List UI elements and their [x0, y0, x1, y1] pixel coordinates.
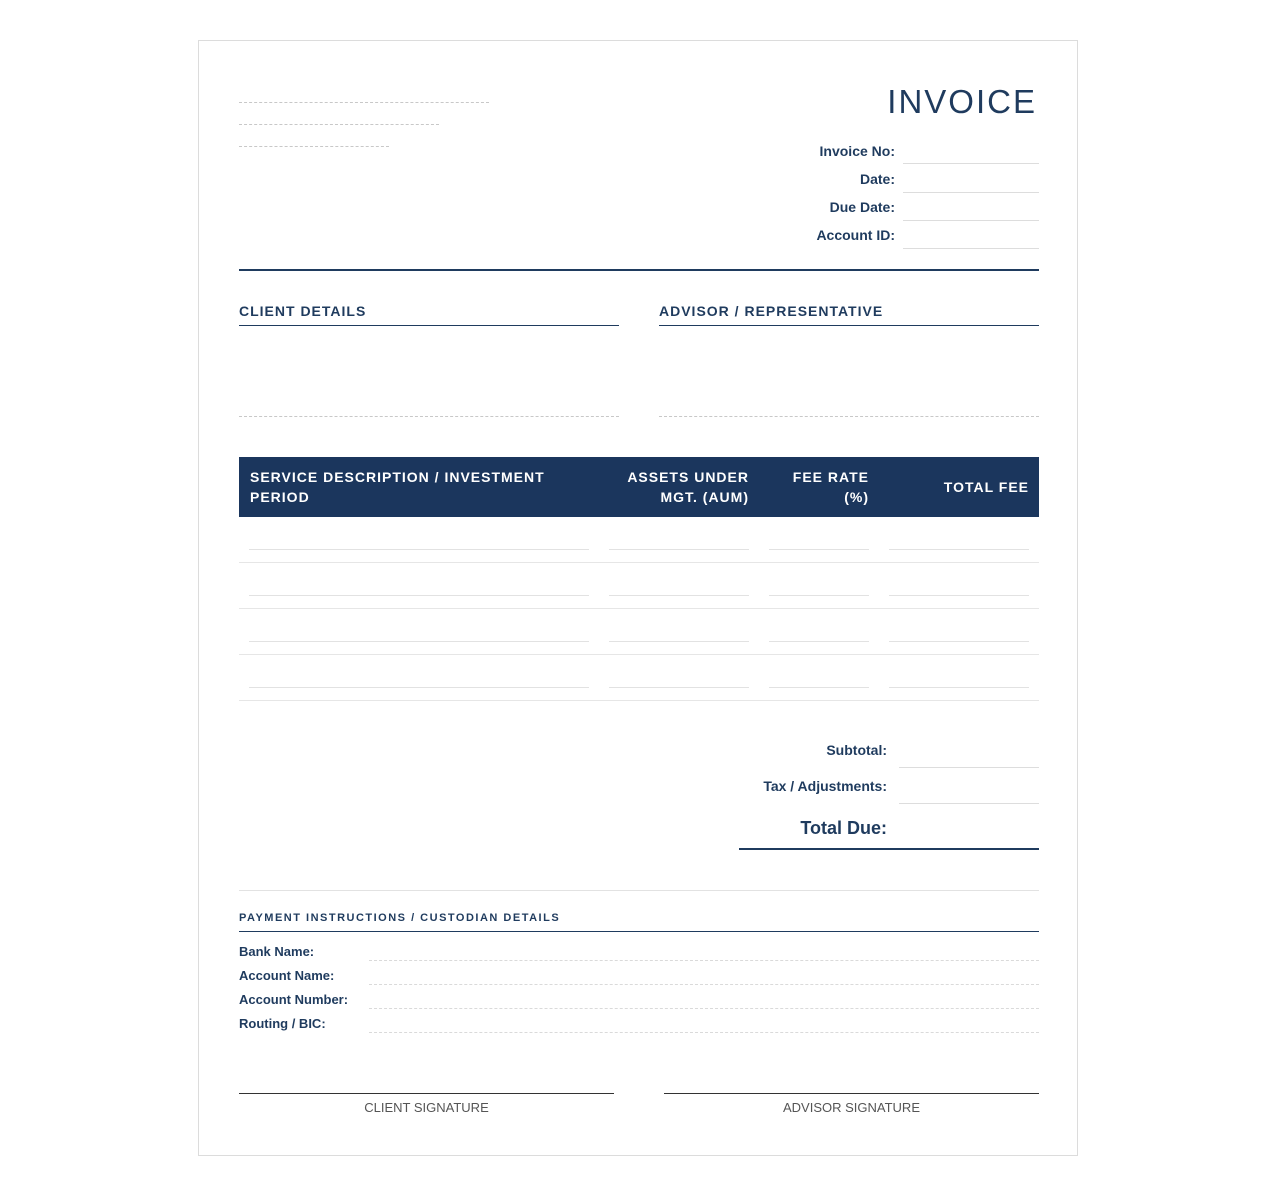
- invoice-no-field[interactable]: [903, 163, 1039, 164]
- company-name-line[interactable]: [239, 102, 489, 103]
- header-aum: [627, 467, 749, 507]
- header-description-line1: SERVICE DESCRIPTION / INVESTMENT: [250, 469, 545, 485]
- row-divider: [239, 562, 1039, 563]
- invoice-no-label: Invoice No:: [819, 143, 895, 159]
- header-fee-rate-line1: FEE RATE: [792, 469, 869, 485]
- client-details-underline: [239, 325, 619, 326]
- client-signature-label: CLIENT SIGNATURE: [364, 1100, 489, 1115]
- advisor-underline: [659, 325, 1039, 326]
- account-id-field[interactable]: [903, 248, 1039, 249]
- subtotal-label: Subtotal:: [826, 742, 887, 758]
- row-divider: [239, 608, 1039, 609]
- invoice-page: [198, 40, 1078, 1156]
- aum-cell[interactable]: [609, 549, 749, 550]
- description-cell[interactable]: [249, 687, 589, 688]
- date-field[interactable]: [903, 192, 1039, 193]
- header-fee-rate-line2: (%): [844, 489, 869, 505]
- due-date-field[interactable]: [903, 220, 1039, 221]
- routing-bic-field[interactable]: [369, 1032, 1039, 1033]
- aum-cell[interactable]: [609, 595, 749, 596]
- header-aum-line2: MGT. (AUM): [660, 489, 749, 505]
- total-due-underline: [739, 848, 1039, 850]
- bank-name-field[interactable]: [369, 960, 1039, 961]
- client-details-heading: CLIENT DETAILS: [239, 303, 367, 319]
- description-cell[interactable]: [249, 549, 589, 550]
- total-fee-cell[interactable]: [889, 549, 1029, 550]
- payment-heading: PAYMENT INSTRUCTIONS / CUSTODIAN DETAILS: [239, 912, 561, 924]
- fee-rate-cell[interactable]: [769, 641, 869, 642]
- account-name-label: Account Name:: [239, 968, 335, 983]
- company-address-line[interactable]: [239, 124, 439, 125]
- routing-bic-label: Routing / BIC:: [239, 1016, 326, 1031]
- company-contact-line[interactable]: [239, 146, 389, 147]
- invoice-title: INVOICE: [887, 83, 1037, 120]
- aum-cell[interactable]: [609, 687, 749, 688]
- tax-adjustments-field[interactable]: [899, 803, 1039, 804]
- client-signature-line[interactable]: [239, 1093, 614, 1094]
- header-aum-line1: ASSETS UNDER: [627, 469, 749, 485]
- row-divider: [239, 700, 1039, 701]
- description-cell[interactable]: [249, 595, 589, 596]
- payment-divider: [239, 890, 1039, 891]
- payment-heading-underline: [239, 931, 1039, 932]
- date-label: Date:: [859, 171, 895, 187]
- client-details-field[interactable]: [239, 416, 619, 417]
- due-date-label: Due Date:: [829, 199, 895, 215]
- header-description: [250, 467, 545, 507]
- line-items-table-header: [239, 457, 1039, 517]
- fee-rate-cell[interactable]: [769, 595, 869, 596]
- aum-cell[interactable]: [609, 641, 749, 642]
- advisor-signature-line[interactable]: [664, 1093, 1039, 1094]
- fee-rate-cell[interactable]: [769, 687, 869, 688]
- account-number-label: Account Number:: [239, 992, 349, 1007]
- advisor-heading: ADVISOR / REPRESENTATIVE: [659, 303, 884, 319]
- total-fee-cell[interactable]: [889, 687, 1029, 688]
- total-fee-cell[interactable]: [889, 595, 1029, 596]
- total-fee-cell[interactable]: [889, 641, 1029, 642]
- header-divider: [239, 269, 1039, 271]
- advisor-signature-label: ADVISOR SIGNATURE: [782, 1100, 920, 1115]
- tax-adjustments-label: Tax / Adjustments:: [763, 778, 887, 794]
- header-description-line2: PERIOD: [250, 489, 310, 505]
- row-divider: [239, 654, 1039, 655]
- total-due-label: Total Due:: [800, 818, 887, 838]
- header-fee-rate: [793, 467, 869, 507]
- fee-rate-cell[interactable]: [769, 549, 869, 550]
- description-cell[interactable]: [249, 641, 589, 642]
- bank-name-label: Bank Name:: [239, 944, 315, 959]
- account-number-field[interactable]: [369, 1008, 1039, 1009]
- subtotal-field[interactable]: [899, 767, 1039, 768]
- advisor-field[interactable]: [659, 416, 1039, 417]
- header-total-fee: TOTAL FEE: [943, 479, 1029, 495]
- account-id-label: Account ID:: [816, 227, 895, 243]
- account-name-field[interactable]: [369, 984, 1039, 985]
